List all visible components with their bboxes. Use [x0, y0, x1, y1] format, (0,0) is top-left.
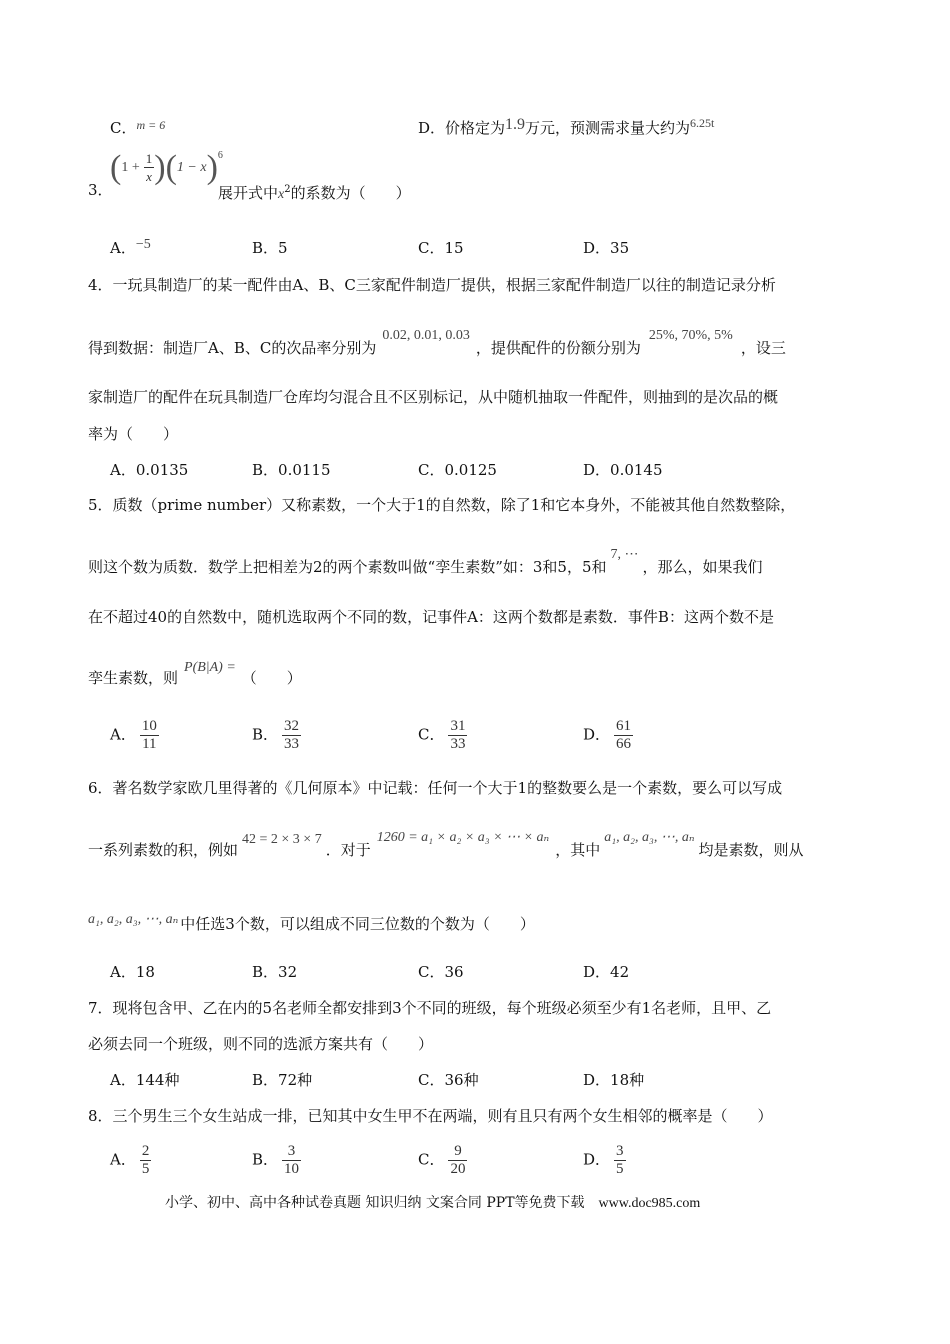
fraction [140, 1143, 152, 1178]
q7-line1: 7．现将包含甲、乙在内的5名老师全都安排到3个不同的班级，每个班级必须至少有1名老师，且甲、乙 [88, 999, 772, 1017]
q3-a-value: −5 [135, 237, 151, 252]
q6-option-c: C．36 [418, 963, 464, 981]
option-label: C． [418, 1150, 445, 1169]
q3-text-b: 的系数为（ ） [290, 184, 411, 202]
fraction [614, 1143, 626, 1178]
q3-number: 3． [88, 181, 113, 199]
q5-option-a [110, 718, 159, 753]
q5-option-d [583, 718, 633, 753]
q4-line2-b: ，提供配件的份额分别为 [475, 339, 641, 357]
frac-den: x [146, 169, 152, 184]
q5-line1: 5．质数（prime number）又称素数，一个大于1的自然数，除了1和它本身外，不能被其他自然数整除， [88, 496, 796, 514]
q2-option-c [110, 118, 165, 139]
q5-option-c [418, 718, 467, 753]
q3-var: x [278, 187, 285, 202]
fraction [140, 718, 159, 753]
fraction [282, 718, 301, 753]
q7-option-a: A．144种 [110, 1071, 180, 1089]
q3-fraction [144, 150, 155, 185]
q8-option-c [418, 1143, 467, 1178]
q6-example1: 42 = 2 × 3 × 7 [242, 832, 322, 847]
left-paren: ( [110, 148, 122, 186]
q4-shares: 25%, 70%, 5% [648, 328, 733, 343]
q8-option-d [583, 1143, 626, 1178]
q6-line2-d: 均是素数，则从 [698, 841, 804, 859]
q3-option-c: C．15 [418, 239, 464, 257]
option-label: A． [110, 1150, 136, 1169]
q6-sequence: a₁, a₂, a₃, ⋯, aₙ [604, 830, 695, 845]
q2-option-d [418, 118, 714, 139]
q4-line1: 4．一玩具制造厂的某一配件由A、B、C三家配件制造厂提供，根据三家配件制造厂以往的制造记录分析 [88, 276, 776, 294]
q4-line4: 率为（ ） [88, 425, 179, 443]
q7-line2: 必须去同一个班级，则不同的选派方案共有（ ） [88, 1035, 434, 1053]
right-paren: ) [206, 148, 218, 186]
q3-exponent: 6 [217, 150, 223, 161]
footer-text: 小学、初中、高中各种试卷真题 知识归纳 文案合同 PPT等免费下载 [165, 1195, 585, 1211]
q6-line2-b: ．对于 [325, 841, 371, 859]
option-label: A． [110, 725, 136, 744]
q3-text [218, 180, 411, 205]
q5-line2-a: 则这个数为质数．数学上把相差为2的两个素数叫做“孪生素数”如：3和5，5和 [88, 558, 607, 576]
left-paren: ( [165, 148, 177, 186]
q3-text-a: 展开式中 [218, 184, 279, 202]
frac-den: 5 [141, 1161, 150, 1177]
q6-line2-a: 一系列素数的积，例如 [88, 841, 239, 859]
fraction [282, 1143, 301, 1178]
frac-num: 3 [616, 1143, 624, 1159]
q5-line4 [88, 660, 302, 690]
fraction [614, 718, 633, 753]
q4-line2-c: ，设三 [740, 339, 786, 357]
q5-line4-a: 孪生素数，则 [88, 669, 179, 687]
q4-option-b: B．0.0115 [252, 461, 331, 479]
q3-option-d: D．35 [583, 239, 630, 257]
page-footer [165, 1192, 700, 1212]
q6-sequence2: a₁, a₂, a₃, ⋯, aₙ [88, 912, 179, 927]
q6-line2-c: ，其中 [555, 841, 601, 859]
option-label: C． [110, 119, 137, 137]
q2-demand: 6.25t [690, 116, 715, 130]
q6-option-b: B．32 [252, 963, 298, 981]
q2-d-text: 万元，预测需求量大约为 [525, 119, 691, 137]
q3-expr-b: 1 − x [176, 159, 207, 175]
right-paren: ) [154, 148, 166, 186]
frac-num: 10 [141, 718, 157, 734]
frac-num: 9 [454, 1143, 462, 1159]
q4-option-d: D．0.0145 [583, 461, 663, 479]
fraction [448, 1143, 467, 1178]
q6-line3-text: 中任选3个数，可以组成不同三位数的个数为（ ） [180, 915, 535, 933]
frac-den: 66 [616, 736, 632, 752]
q4-option-c: C．0.0125 [418, 461, 497, 479]
option-label: C． [418, 725, 445, 744]
frac-den: 20 [450, 1161, 466, 1177]
q6-option-d: D．42 [583, 963, 630, 981]
q5-pair: 7, ⋯ [610, 547, 639, 562]
q5-prob: P(B|A) = [184, 660, 236, 675]
frac-num: 32 [284, 718, 300, 734]
frac-den: 33 [450, 736, 466, 752]
q7-option-d: D．18种 [583, 1071, 645, 1089]
option-label: D． [583, 1150, 611, 1169]
q8-option-a [110, 1143, 151, 1178]
frac-num: 1 [145, 151, 153, 166]
frac-num: 31 [450, 718, 466, 734]
q5-line3: 在不超过40的自然数中，随机选取两个不同的数，记事件A：这两个数都是素数．事件B：这两个数不是 [88, 608, 774, 626]
q3-expression [110, 150, 223, 185]
q6-option-a: A．18 [110, 963, 155, 981]
frac-num: 3 [287, 1143, 296, 1159]
q4-line2 [88, 328, 786, 360]
q4-option-a: A．0.0135 [110, 461, 189, 479]
q7-option-b: B．72种 [252, 1071, 313, 1089]
frac-num: 61 [616, 718, 632, 734]
q3-option-a [110, 238, 151, 260]
q5-option-b [252, 718, 301, 753]
q8-option-b [252, 1143, 301, 1178]
frac-den: 5 [616, 1161, 624, 1177]
q5-line4-b: （ ） [241, 669, 302, 687]
q8-line1: 8．三个男生三个女生站成一排，已知其中女生甲不在两端，则有且只有两个女生相邻的概率是（ ） [88, 1107, 773, 1125]
q4-line3: 家制造厂的配件在玩具制造厂仓库均匀混合且不区别标记，从中随机抽取一件配件，则抽到的是次品的概 [88, 388, 779, 406]
q4-line2-a: 得到数据：制造厂A、B、C的次品率分别为 [88, 339, 377, 357]
q6-line1: 6．著名数学家欧几里得著的《几何原本》中记载：任何一个大于1的整数要么是一个素数，要么可以写成 [88, 779, 783, 797]
q4-rates: 0.02, 0.01, 0.03 [382, 328, 470, 343]
q3-var-exp: 2 [284, 184, 291, 195]
fraction [448, 718, 467, 753]
q5-line2-b: ，那么，如果我们 [642, 558, 763, 576]
frac-den: 10 [284, 1161, 300, 1177]
q3-expr-a: 1 + [121, 159, 140, 175]
option-label: A． [110, 239, 136, 257]
frac-den: 33 [284, 736, 300, 752]
frac-den: 11 [142, 736, 157, 752]
q7-option-c: C．36种 [418, 1071, 479, 1089]
frac-num: 2 [141, 1143, 150, 1159]
q6-line2 [88, 830, 804, 862]
option-label: B． [252, 725, 279, 744]
option-label: D． [583, 725, 611, 744]
option-label: B． [252, 1150, 279, 1169]
q6-line3 [88, 914, 535, 936]
q2-price: 1.9 [505, 116, 526, 133]
q6-example2: 1260 = a₁ × a₂ × a₃ × ⋯ × aₙ [376, 830, 550, 845]
q2-c-math: m = 6 [136, 118, 166, 132]
q5-line2 [88, 547, 763, 579]
q3-option-b: B．5 [252, 239, 288, 257]
footer-site-link[interactable]: www.doc985.com [598, 1196, 701, 1211]
option-label: D．价格定为 [418, 119, 506, 137]
